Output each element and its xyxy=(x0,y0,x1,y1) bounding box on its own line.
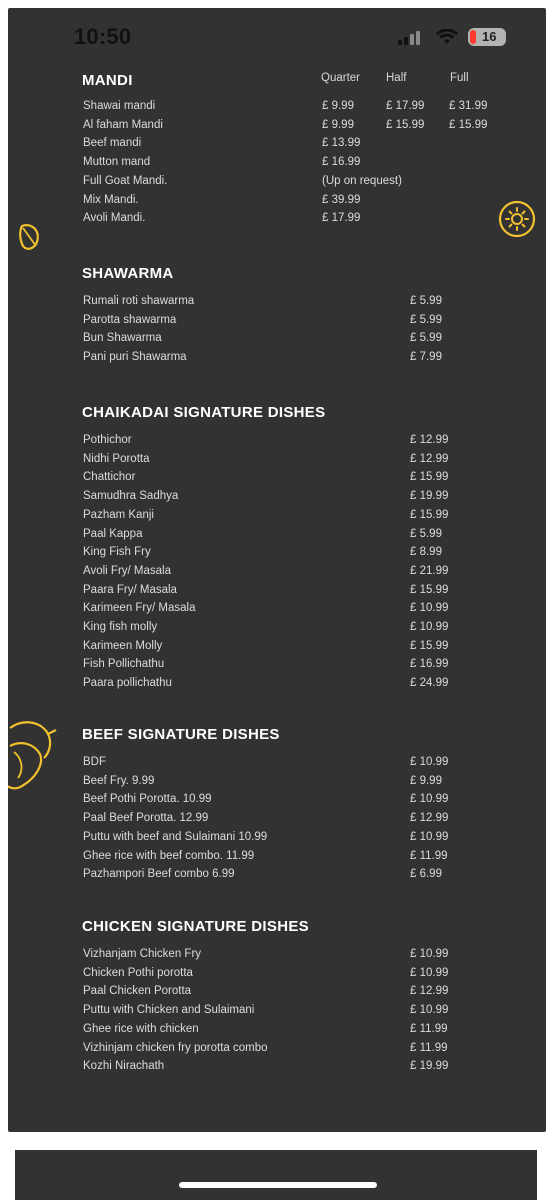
price-quarter: £ 13.99 xyxy=(322,137,361,150)
menu-item-price: £ 7.99 xyxy=(410,351,442,364)
menu-item-name: Chattichor xyxy=(83,471,136,484)
menu-item-name: BDF xyxy=(83,756,106,768)
menu-item-name: Beef mandi xyxy=(83,137,142,150)
menu-item-price: £ 10.99 xyxy=(410,948,449,960)
section-title-beef: BEEF SIGNATURE DISHES xyxy=(82,726,280,743)
column-quarter: Quarter xyxy=(321,72,360,84)
menu-item-price: £ 5.99 xyxy=(410,313,442,326)
menu-item-price: £ 19.99 xyxy=(410,1060,449,1073)
menu-item-name: Pothichor xyxy=(83,434,132,446)
price-full: £ 31.99 xyxy=(449,100,488,112)
menu-item-price: £ 11.99 xyxy=(410,1041,448,1054)
menu-item-name: Pazhampori Beef combo 6.99 xyxy=(83,868,235,881)
menu-item-name: Karimeen Molly xyxy=(83,639,163,652)
menu-item-name: Ghee rice with beef combo. 11.99 xyxy=(83,849,255,862)
menu-item-name: Pazham Kanji xyxy=(83,508,154,521)
menu-item-name: Vizhinjam chicken fry porotta combo xyxy=(83,1041,268,1054)
menu-item-price: £ 19.99 xyxy=(410,490,449,503)
menu-item-name: Al faham Mandi xyxy=(83,118,163,131)
price-half: £ 15.99 xyxy=(386,118,425,131)
column-half: Half xyxy=(386,72,407,84)
menu-item-name: Vizhanjam Chicken Fry xyxy=(83,948,202,960)
menu-item-price: £ 15.99 xyxy=(410,471,449,484)
menu-item-name: King fish molly xyxy=(83,621,158,633)
menu-item-name: Mix Mandi. xyxy=(83,193,139,206)
menu-item-price: £ 5.99 xyxy=(410,527,442,540)
battery-level xyxy=(470,30,476,44)
menu-panel xyxy=(8,8,546,1132)
battery-text: 16 xyxy=(482,29,497,44)
next-menu-page xyxy=(15,1150,537,1200)
menu-item-name: Ghee rice with chicken xyxy=(83,1022,199,1035)
status-time: 10:50 xyxy=(74,24,132,49)
menu-item-name: Parotta shawarma xyxy=(83,313,177,326)
price-full: £ 15.99 xyxy=(449,118,488,131)
wifi-icon xyxy=(436,29,458,45)
menu-item-price: £ 10.99 xyxy=(410,830,449,843)
menu-item-price: £ 9.99 xyxy=(410,774,442,787)
menu-item-price: £ 10.99 xyxy=(410,602,449,615)
banana-icon xyxy=(8,716,60,796)
menu-item-name: Beef Pothi Porotta. 10.99 xyxy=(83,793,212,806)
price-quarter: £ 9.99 xyxy=(322,100,354,112)
section-title-chicken: CHICKEN SIGNATURE DISHES xyxy=(82,918,309,935)
menu-item-name: Chicken Pothi porotta xyxy=(83,966,193,979)
menu-item-price: £ 8.99 xyxy=(410,546,442,559)
menu-item-name: Paal Chicken Porotta xyxy=(83,985,192,998)
leaf-icon xyxy=(18,220,44,254)
price-quarter: £ 9.99 xyxy=(322,118,354,131)
menu-item-price: £ 15.99 xyxy=(410,639,449,652)
section-title-mandi: MANDI xyxy=(82,72,133,89)
menu-item-name: Paal Beef Porotta. 12.99 xyxy=(83,812,209,825)
menu-item-name: Full Goat Mandi. xyxy=(83,174,168,187)
menu-item-price: £ 16.99 xyxy=(410,658,449,671)
status-icons xyxy=(398,28,506,46)
menu-item-price: £ 10.99 xyxy=(410,966,449,979)
menu-item-price: £ 12.99 xyxy=(410,434,449,446)
price-quarter: £ 39.99 xyxy=(322,193,361,206)
menu-item-price: £ 5.99 xyxy=(410,332,442,345)
sun-icon xyxy=(498,200,536,238)
battery-icon xyxy=(468,28,506,46)
menu-item-price: £ 12.99 xyxy=(410,452,449,465)
menu-item-price: £ 12.99 xyxy=(410,812,449,825)
price-quarter: £ 16.99 xyxy=(322,156,361,169)
menu-item-price: £ 15.99 xyxy=(410,508,449,521)
menu-item-name: Shawai mandi xyxy=(83,100,156,112)
menu-item-price: £ 12.99 xyxy=(410,985,449,998)
menu-item-price: £ 10.99 xyxy=(410,1004,449,1017)
menu-item-name: Bun Shawarma xyxy=(83,332,162,345)
menu-item-name: Paara pollichathu xyxy=(83,677,172,690)
menu-item-price: £ 24.99 xyxy=(410,677,449,690)
menu-item-price: £ 10.99 xyxy=(410,621,449,633)
menu-item-price: £ 11.99 xyxy=(410,849,448,862)
menu-item-price: £ 15.99 xyxy=(410,583,449,596)
menu-item-name: Beef Fry. 9.99 xyxy=(83,774,155,787)
menu-item-name: Mutton mand xyxy=(83,156,151,169)
price-quarter: (Up on request) xyxy=(322,174,402,187)
menu-item-price: £ 10.99 xyxy=(410,756,449,768)
menu-item-name: Pani puri Shawarma xyxy=(83,351,187,364)
section-title-chaikadai: CHAIKADAI SIGNATURE DISHES xyxy=(82,404,326,421)
status-bar xyxy=(8,8,546,60)
menu-item-name: Nidhi Porotta xyxy=(83,452,150,465)
price-half: £ 17.99 xyxy=(386,100,425,112)
menu-item-name: Avoli Fry/ Masala xyxy=(83,564,171,577)
section-title-shawarma: SHAWARMA xyxy=(82,265,174,282)
price-quarter: £ 17.99 xyxy=(322,212,361,225)
menu-item-name: Kozhi Nirachath xyxy=(83,1060,165,1073)
menu-item-name: Paara Fry/ Masala xyxy=(83,583,177,596)
menu-item-name: Karimeen Fry/ Masala xyxy=(83,602,196,615)
menu-item-name: Puttu with Chicken and Sulaimani xyxy=(83,1004,255,1017)
signal-icon xyxy=(398,29,426,45)
menu-item-name: Rumali roti shawarma xyxy=(83,295,195,307)
menu-item-name: King Fish Fry xyxy=(83,546,151,559)
menu-item-price: £ 10.99 xyxy=(410,793,449,806)
menu-item-price: £ 6.99 xyxy=(410,868,442,881)
menu-item-name: Fish Pollichathu xyxy=(83,658,165,671)
menu-item-name: Avoli Mandi. xyxy=(83,212,146,225)
menu-item-price: £ 5.99 xyxy=(410,295,442,307)
menu-item-name: Paal Kappa xyxy=(83,527,143,540)
menu-item-price: £ 21.99 xyxy=(410,564,449,577)
column-full: Full xyxy=(450,72,469,84)
menu-item-price: £ 11.99 xyxy=(410,1022,448,1035)
menu-item-name: Samudhra Sadhya xyxy=(83,490,179,503)
home-indicator[interactable] xyxy=(179,1182,377,1188)
menu-item-name: Puttu with beef and Sulaimani 10.99 xyxy=(83,830,268,843)
